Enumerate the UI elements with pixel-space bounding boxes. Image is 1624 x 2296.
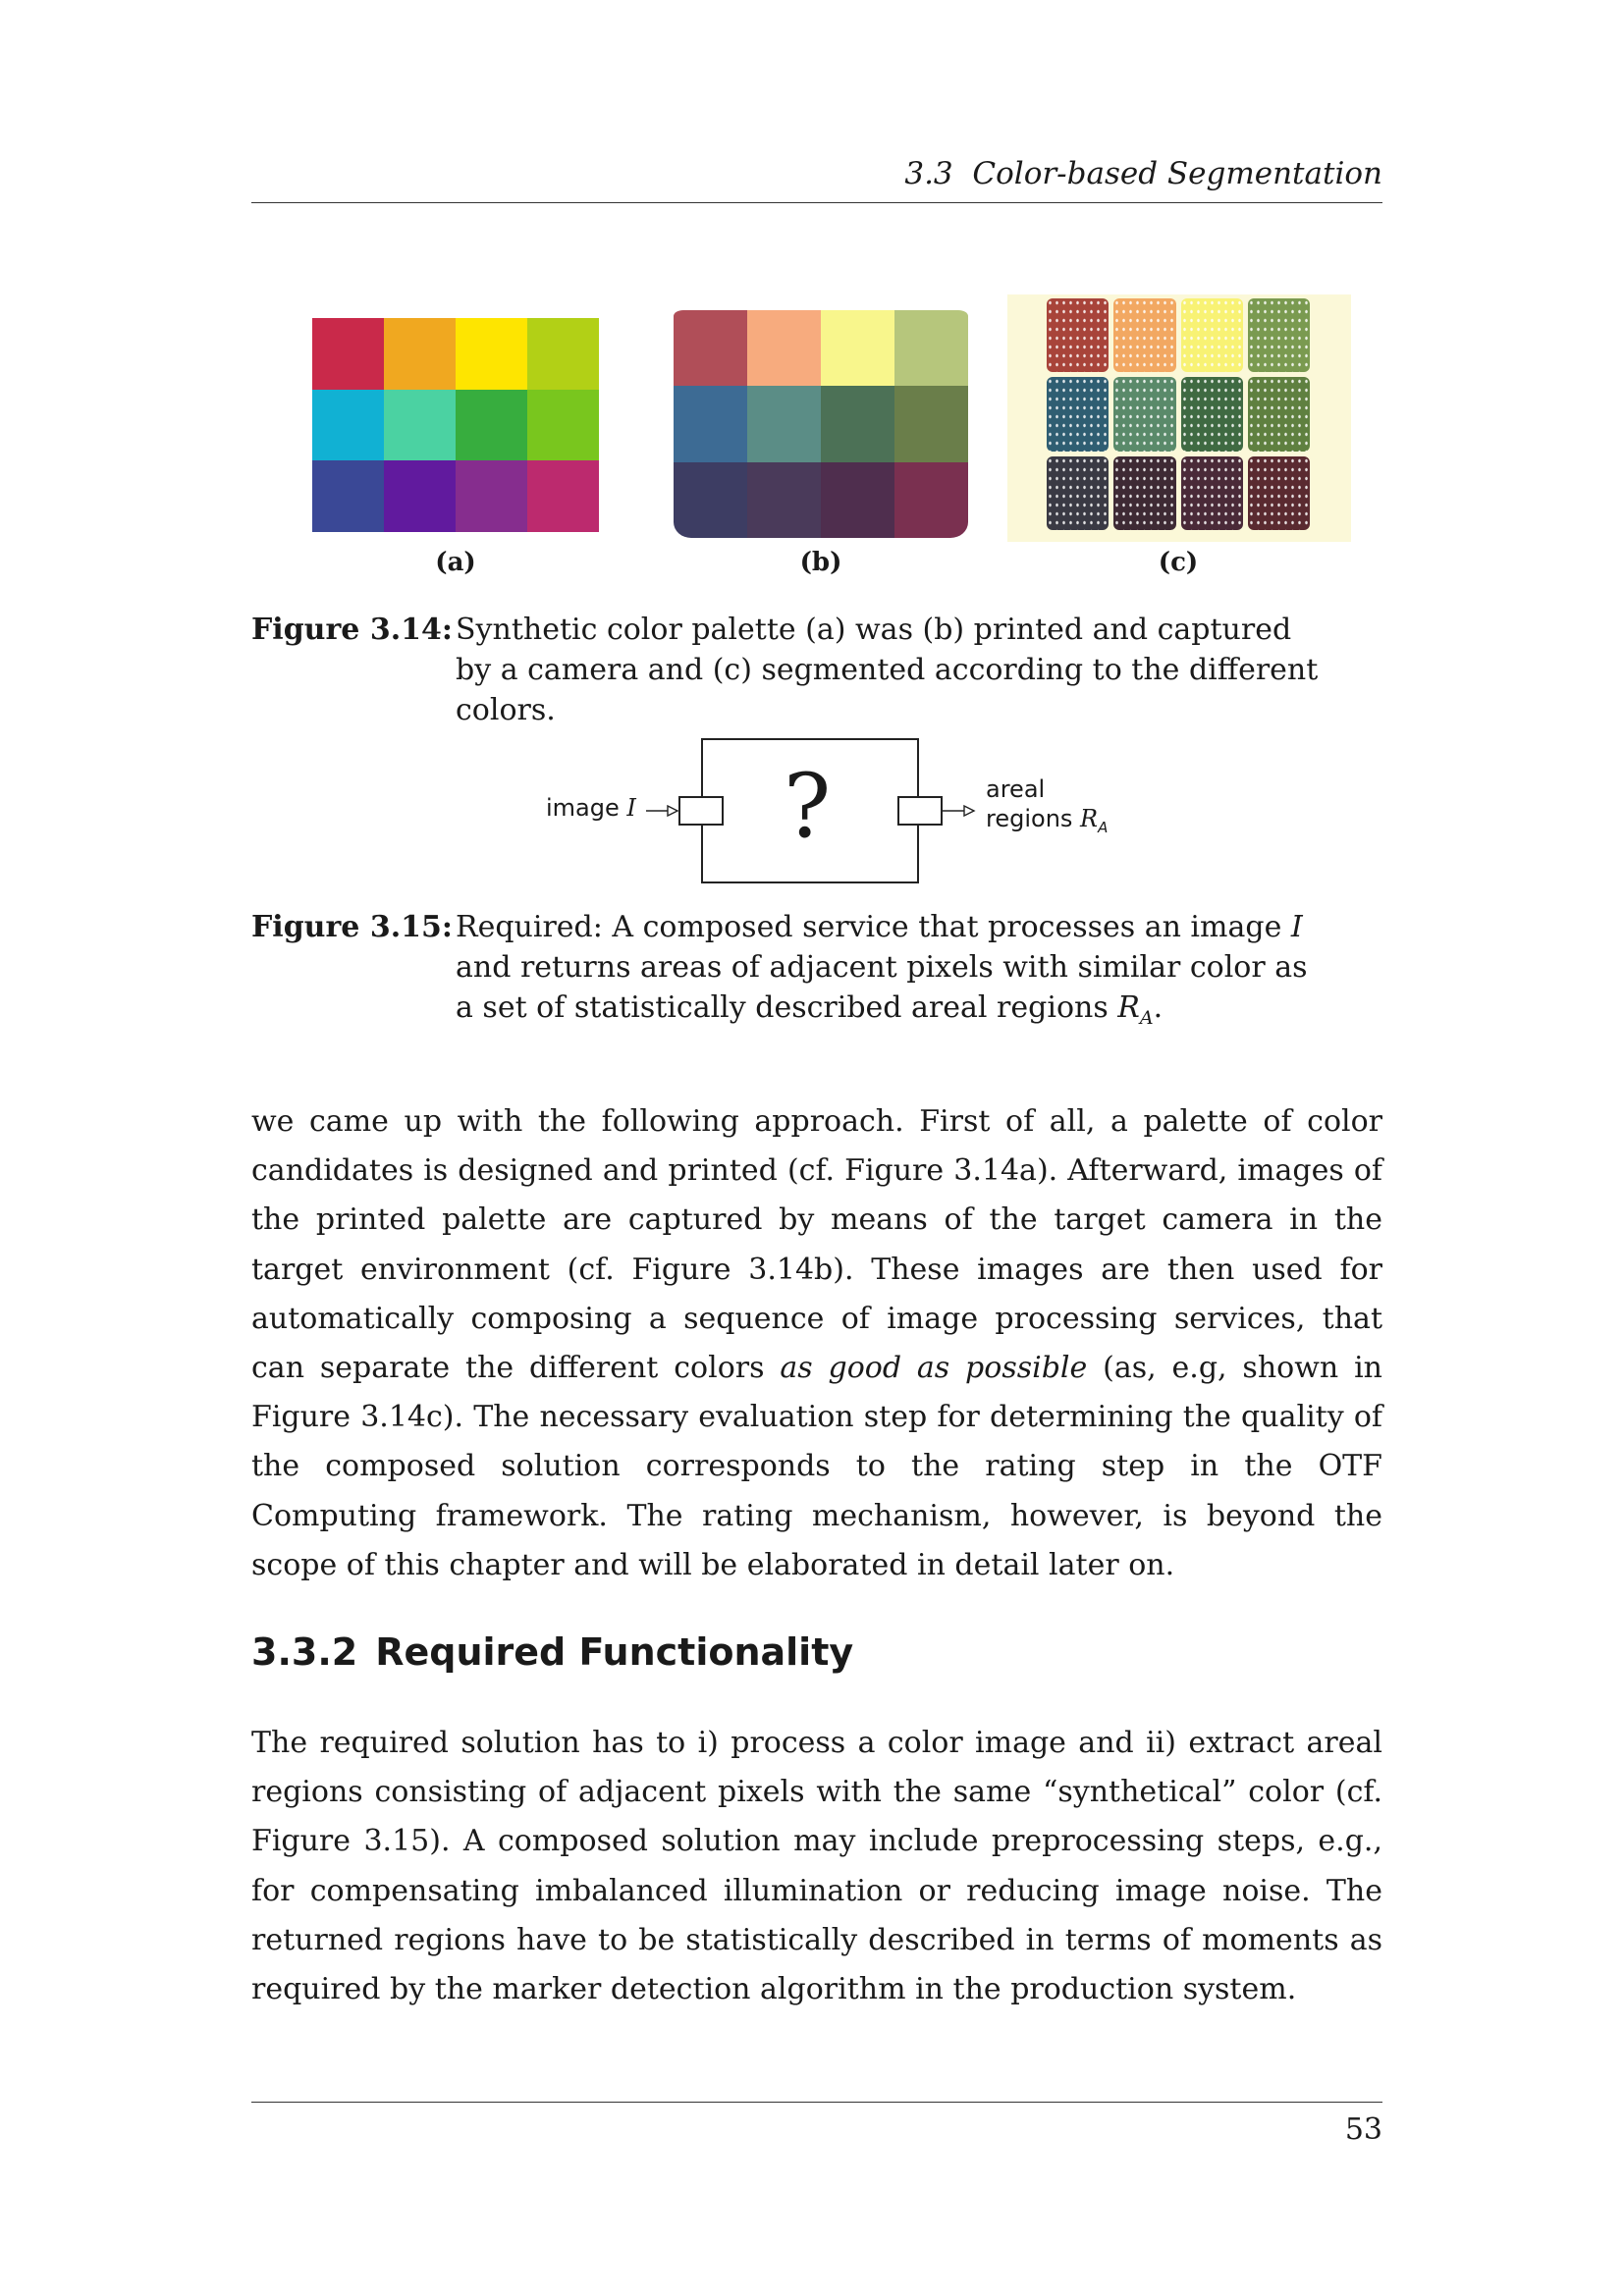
output-label: areal regions $R_A$	[986, 775, 1109, 836]
page-number: 53	[1344, 2112, 1382, 2147]
color-swatch	[1181, 377, 1243, 451]
color-swatch	[384, 460, 456, 532]
section-heading	[251, 1628, 853, 1677]
running-header	[251, 149, 1382, 203]
palette-segmented-wrap	[1007, 294, 1351, 542]
color-swatch	[821, 386, 894, 461]
color-swatch	[384, 390, 456, 461]
input-arrow-head	[668, 806, 677, 816]
palette-captured-wrap	[674, 310, 968, 538]
color-swatch	[312, 318, 384, 390]
color-swatch	[894, 310, 968, 386]
color-swatch	[1113, 377, 1175, 451]
input-label: image I	[546, 794, 636, 822]
color-swatch	[821, 310, 894, 386]
figure-3-15-label: Figure 3.15:	[251, 910, 453, 944]
color-swatch	[1047, 377, 1109, 451]
input-port	[679, 797, 723, 825]
color-swatch	[747, 310, 821, 386]
figure-3-14-label: Figure 3.14:	[251, 613, 453, 647]
figure-3-15-diagram	[530, 731, 1159, 888]
color-swatch	[1113, 298, 1175, 372]
color-swatch	[384, 318, 456, 390]
color-swatch	[1113, 456, 1175, 530]
color-swatch	[1047, 456, 1109, 530]
color-swatch	[1047, 298, 1109, 372]
paragraph-approach: we came up with the following approach. First of all, a palette of color candidates is designed and printed (cf. Figure 3.14a). Afterward, images of the printed palette are captured by means of the target camera in the target environment (cf. Figure 3.14b). These images are then used for automatically composing a sequence of image processing services, that can separate the different colors as good as possible (as, e.g, shown in Figure 3.14c). The necessary evaluation step for determining the quality of the composed solution corresponds to the rating step in the OTF Computing framework. The rating mechanism, however, is beyond the scope of this chapter and will be elaborated in detail later on.	[251, 1104, 1382, 1582]
color-swatch	[527, 318, 599, 390]
figure-3-14-caption	[251, 610, 1331, 730]
color-swatch	[674, 386, 747, 461]
subfigure-label-c: (c)	[1158, 548, 1199, 577]
color-swatch	[1181, 456, 1243, 530]
color-swatch	[1181, 298, 1243, 372]
color-swatch	[821, 462, 894, 538]
palette-captured	[674, 310, 968, 538]
palette-synthetic	[312, 318, 599, 532]
color-swatch	[674, 310, 747, 386]
input-symbol: I	[626, 794, 636, 822]
emphasis: as good as possible	[780, 1351, 1088, 1386]
figure-3-15-caption	[251, 907, 1331, 1039]
question-mark: ?	[784, 755, 832, 858]
color-swatch	[456, 318, 527, 390]
color-swatch	[674, 462, 747, 538]
output-port	[898, 797, 942, 825]
figure-3-14-images	[251, 294, 1382, 589]
color-swatch	[527, 460, 599, 532]
color-swatch	[747, 462, 821, 538]
color-swatch	[312, 460, 384, 532]
color-swatch	[1248, 298, 1310, 372]
header-section-number: 3.3	[904, 156, 953, 191]
section-title: Required Functionality	[375, 1630, 854, 1674]
color-swatch	[894, 462, 968, 538]
footer-rule	[251, 2102, 1382, 2103]
section-number: 3.3.2	[251, 1630, 358, 1674]
output-arrow-head	[964, 806, 974, 816]
color-swatch	[527, 390, 599, 461]
subfigure-label-a: (a)	[435, 548, 476, 577]
subfigure-label-b: (b)	[799, 548, 842, 577]
color-swatch	[1248, 456, 1310, 530]
output-symbol: R	[1080, 805, 1099, 832]
color-swatch	[456, 390, 527, 461]
color-swatch	[894, 386, 968, 461]
figure-3-14-caption-text: Synthetic color palette (a) was (b) printed and captured by a camera and (c) segmented according to the different colors.	[456, 613, 1319, 727]
color-swatch	[456, 460, 527, 532]
header-section-title: Color-based Segmentation	[972, 156, 1382, 191]
palette-segmented	[1047, 298, 1310, 530]
figure-3-15-caption-text: Required: A composed service that processes an image I and returns areas of adjacent pixels with similar color as a set of statistically described areal regions $R_A$.	[456, 910, 1308, 1029]
color-swatch	[312, 390, 384, 461]
paragraph-required-functionality: The required solution has to i) process a color image and ii) extract areal regions consisting of adjacent pixels with the same “synthetical” color (cf. Figure 3.15). A composed solution may include preprocessing steps, e.g., for compensating imbalanced illumination or reducing image noise. The returned regions have to be statistically described in terms of moments as required by the marker detection algorithm in the production system.	[251, 1726, 1382, 2007]
color-swatch	[1248, 377, 1310, 451]
color-swatch	[747, 386, 821, 461]
